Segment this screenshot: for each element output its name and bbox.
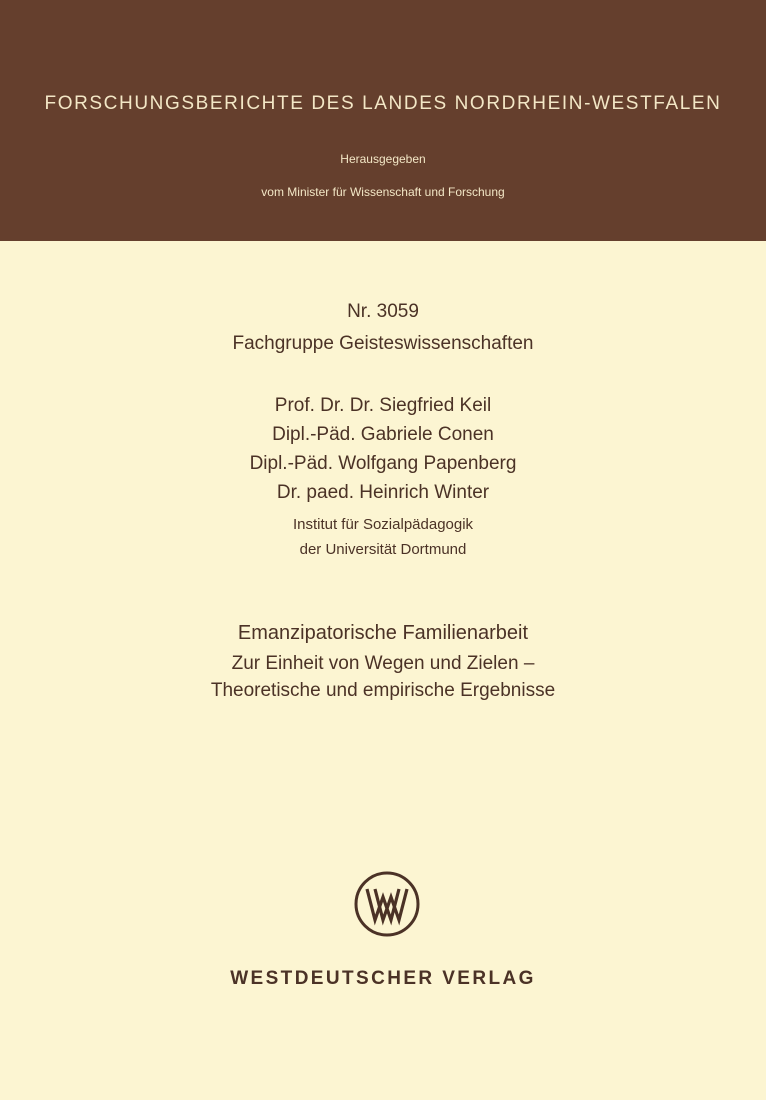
- author-name: Dipl.-Päd. Wolfgang Papenberg: [249, 453, 517, 474]
- report-number: Nr. 3059: [347, 301, 419, 322]
- institute-line: Institut für Sozialpädagogik: [292, 516, 474, 533]
- series-title: FORSCHUNGSBERICHTE DES LANDES NORDRHEIN-WESTFALEN: [44, 93, 722, 114]
- issued-by-label: Herausgegeben: [340, 152, 426, 166]
- subject-group: Fachgruppe Geisteswissenschaften: [232, 333, 534, 354]
- subtitle-line: Theoretische und empirische Ergebnisse: [210, 680, 556, 701]
- book-subtitle: [0, 650, 766, 704]
- author-name: Prof. Dr. Dr. Siegfried Keil: [274, 395, 492, 416]
- author-list: [0, 391, 766, 507]
- publisher-name: WESTDEUTSCHER VERLAG: [230, 968, 536, 989]
- subtitle-line: Zur Einheit von Wegen und Zielen –: [231, 653, 535, 674]
- institute: [0, 512, 766, 562]
- header-band: [0, 0, 766, 241]
- ministry-label: vom Minister für Wissenschaft und Forschung: [261, 185, 505, 199]
- author-name: Dr. paed. Heinrich Winter: [276, 482, 490, 503]
- westdeutscher-verlag-ww-logo-icon: [353, 870, 421, 938]
- author-name: Dipl.-Päd. Gabriele Conen: [272, 424, 494, 445]
- book-title: Emanzipatorische Familienarbeit: [237, 622, 529, 644]
- institute-line: der Universität Dortmund: [299, 541, 467, 558]
